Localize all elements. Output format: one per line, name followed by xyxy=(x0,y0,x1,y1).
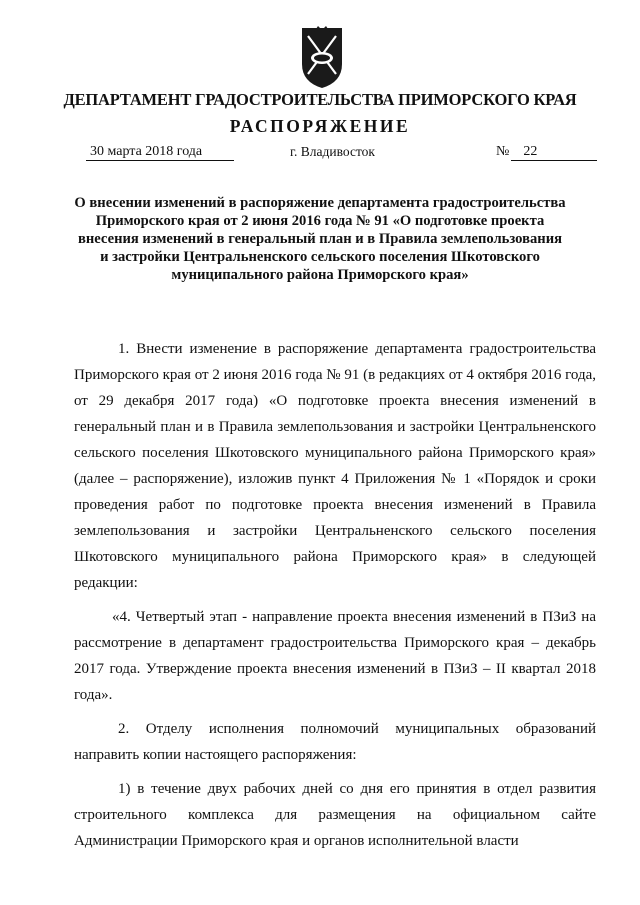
quoted-amendment: «4. Четвертый этап - направление проекта внесения изменений в ПЗиЗ на рассмотрение в департамент градостроительства Приморского края – декабрь 2017 года. Утверждение проекта внесения изменений в ПЗиЗ – II квартал 2018 года». xyxy=(74,609,596,703)
document-type-title: РАСПОРЯЖЕНИЕ xyxy=(229,116,411,136)
order-subject: О внесении изменений в распоряжение департамента градостроительства Приморского края от 2 июня 2016 года № 91 «О подготовке проекта внесения изменений в генеральный план и в Правила землепользования и застройки Центральненского сельского поселения Шкотовского муниципального района Приморского края» xyxy=(74,195,566,283)
paragraph-1: 1. Внести изменение в распоряжение департамента градостроительства Приморского края от 2 июня 2016 года № 91 (в редакциях от 4 октября 2016 года, от 29 декабря 2017 года) «О подготовке проекта внесения изменений в генеральный план и в Правила землепользования и застройки Центральненского сельского поселения Шкотовского муниципального района Приморского края» (далее – распоряжение), изложив пункт 4 Приложения № 1 «Порядок и сроки проведения работ по подготовке проекта внесения изменений в Правила землепользования и застройки Центральненского сельского поселения Шкотовского муниципального района Приморского края» в следующей редакции: xyxy=(74,341,596,591)
order-date: 30 марта 2018 года xyxy=(86,144,234,161)
number-sign: № xyxy=(496,144,510,159)
order-city: г. Владивосток xyxy=(290,144,375,159)
paragraph-2-item-1: 1) в течение двух рабочих дней со дня его принятия в отдел развития строительного комплекса для размещения на официальном сайте Администрации Приморского края и органов исполнительной власти xyxy=(74,781,596,849)
department-name: ДЕПАРТАМЕНТ ГРАДОСТРОИТЕЛЬСТВА ПРИМОРСКОГО КРАЯ xyxy=(63,90,577,109)
order-number-field xyxy=(496,144,597,161)
coat-of-arms-emblem xyxy=(298,24,346,90)
paragraph-2: 2. Отделу исполнения полномочий муниципальных образований направить копии настоящего распоряжения: xyxy=(74,721,596,763)
order-body xyxy=(74,336,596,862)
order-number: 22 xyxy=(511,144,597,161)
